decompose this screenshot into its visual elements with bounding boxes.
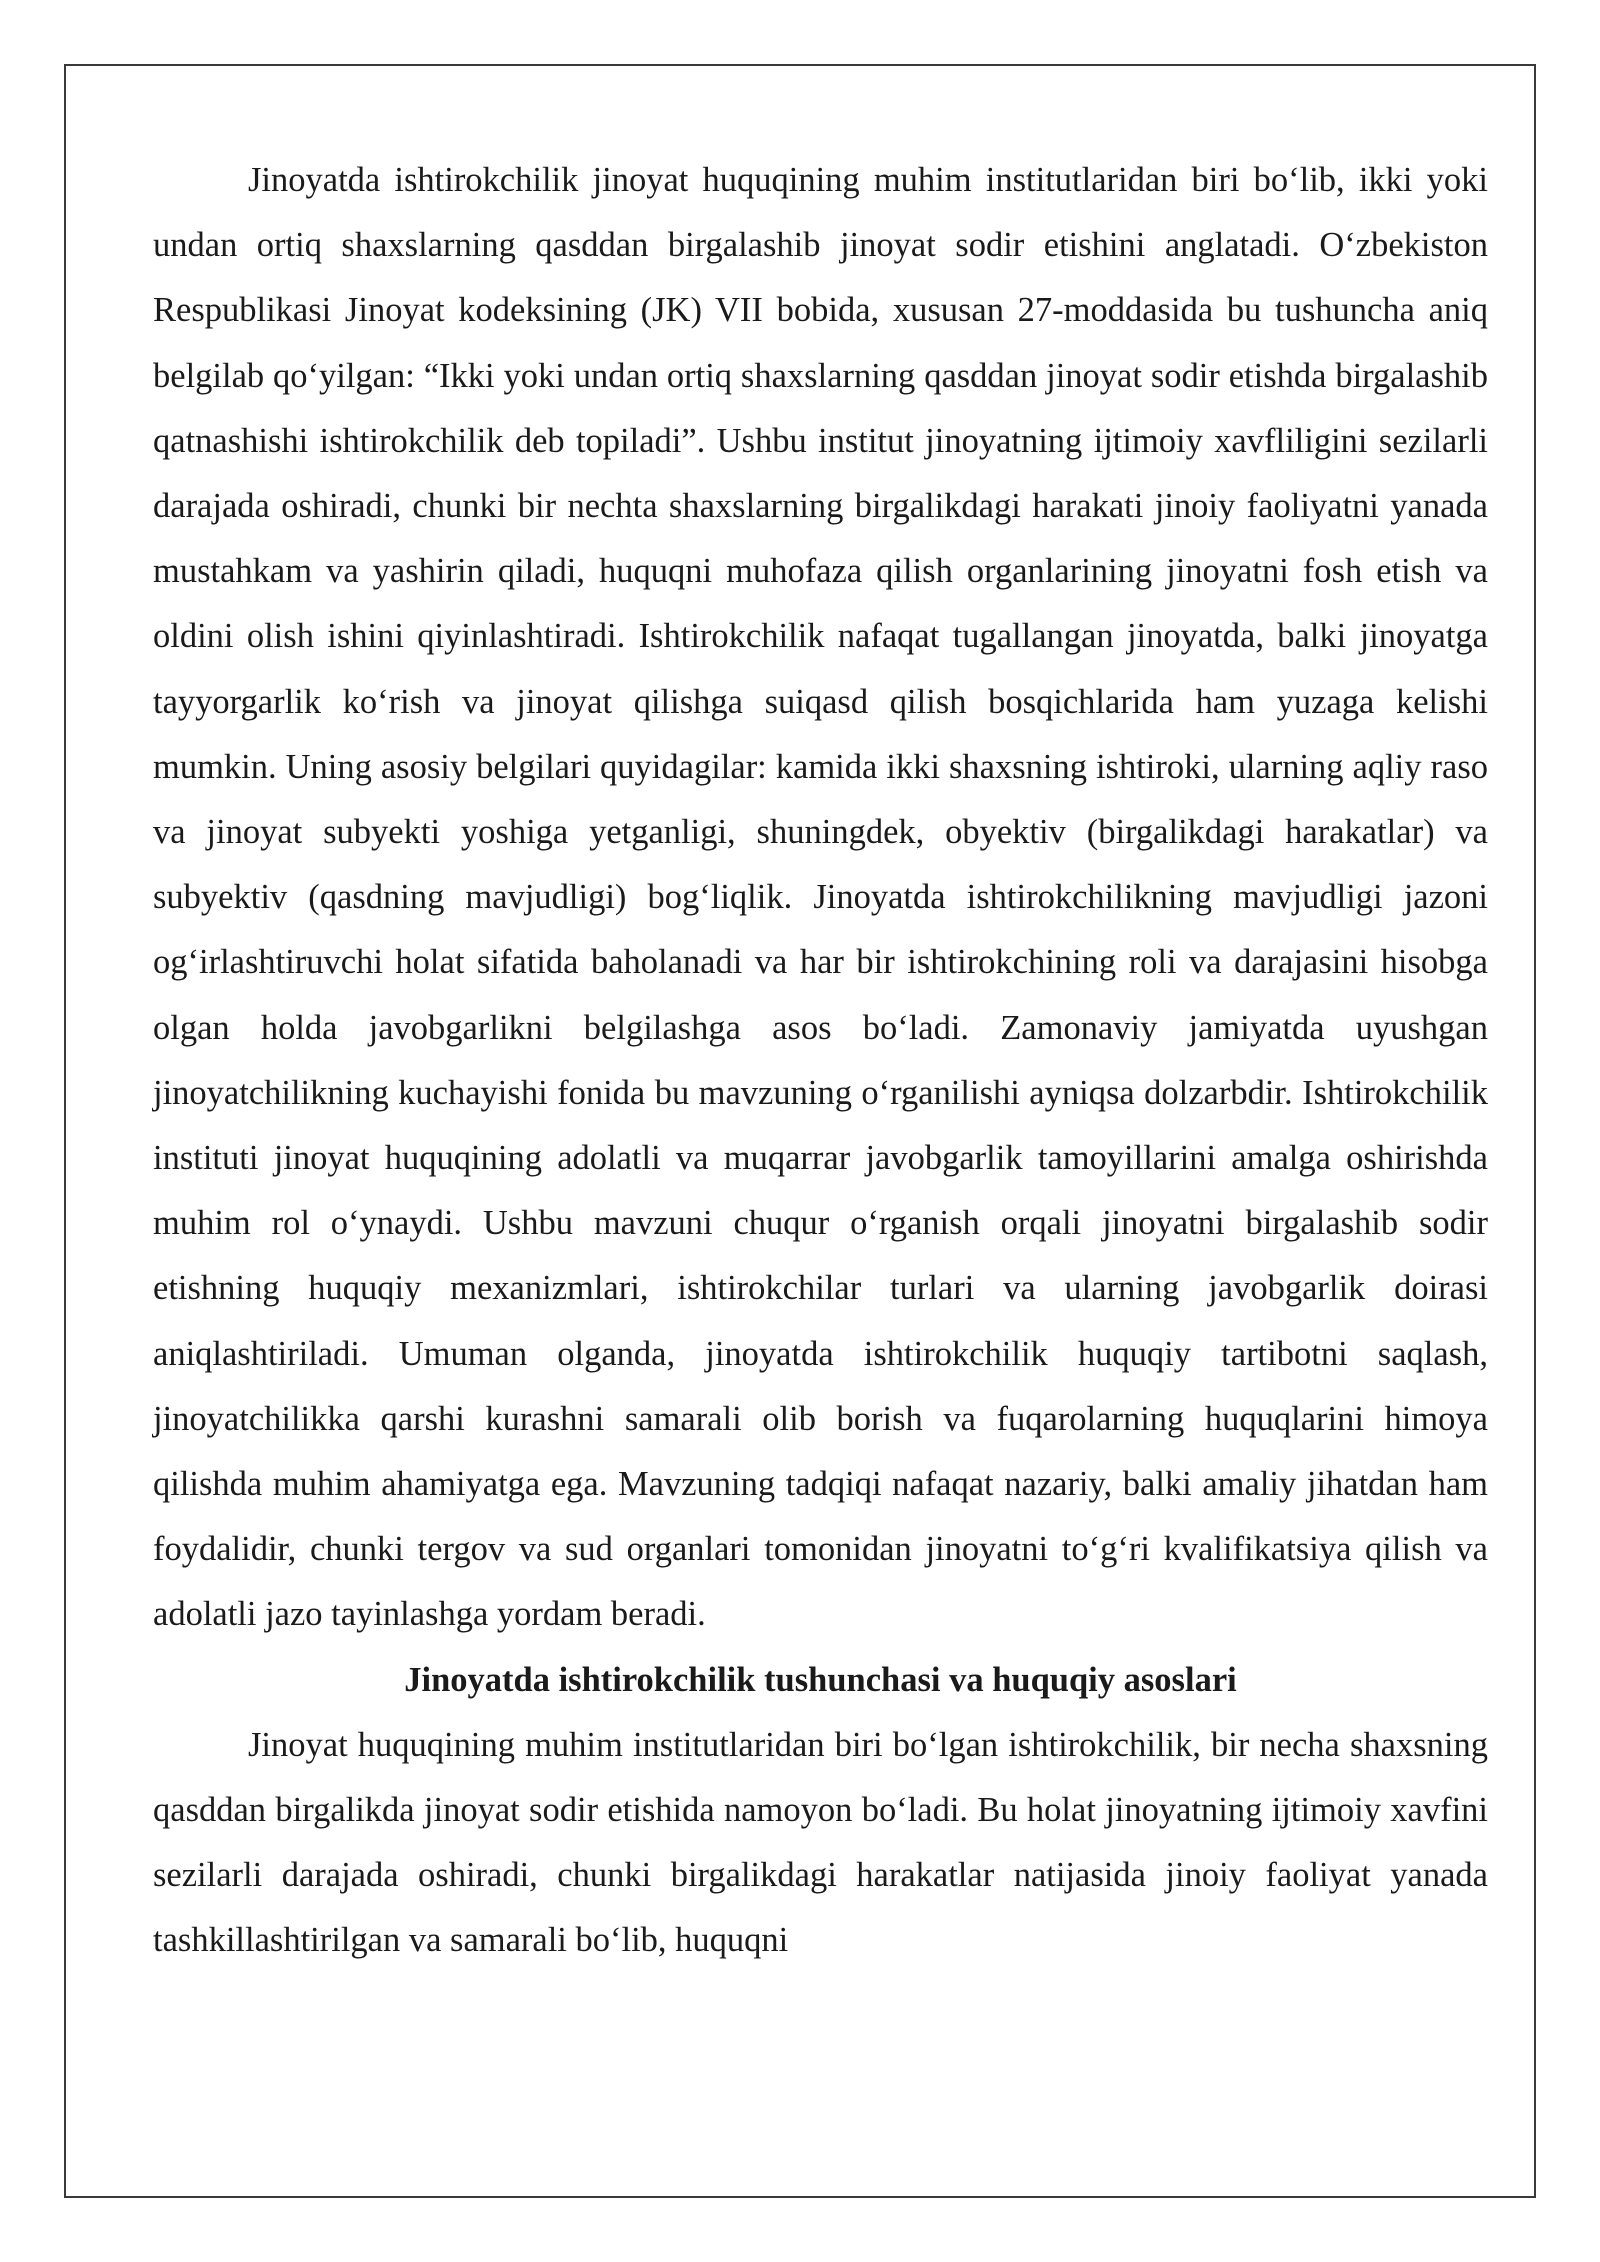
intro-paragraph: Jinoyatda ishtirokchilik jinoyat huquqining muhim institutlaridan biri bo‘lib, ikki yoki undan ortiq shaxslarning qasddan birgalashib jinoyat sodir etishini anglatadi. O‘zbekiston Respublikasi Jinoyat kodeksining (JK) VII bobida, xususan 27-moddasida bu tushuncha aniq belgilab qo‘yilgan: “Ikki yoki undan ortiq shaxslarning qasddan jinoyat sodir etishda birgalashib qatnashishi ishtirokchilik deb topiladi”. Ushbu institut jinoyatning ijtimoiy xavfliligini sezilarli darajada oshiradi, chunki bir nechta shaxslarning birgalikdagi harakati jinoiy faoliyatni yanada mustahkam va yashirin qiladi, huquqni muhofaza qilish organlarining jinoyatni fosh etish va oldini olish ishini qiyinlashtiradi. Ishtirokchilik nafaqat tugallangan jinoyatda, balki jinoyatga tayyorgarlik ko‘rish va jinoyat qilishga suiqasd qilish bosqichlarida ham yuzaga kelishi mumkin. Uning asosiy belgilari quyidagilar: kamida ikki shaxsning ishtiroki, ularning aqliy raso va jinoyat subyekti yoshiga yetganligi, shuningdek, obyektiv (birgalikdagi harakatlar) va subyektiv (qasdning mavjudligi) bog‘liqlik. Jinoyatda ishtirokchilikning mavjudligi jazoni og‘irlashtiruvchi holat sifatida baholanadi va har bir ishtirokchining roli va darajasini hisobga olgan holda javobgarlikni belgilashga asos bo‘ladi. Zamonaviy jamiyatda uyushgan jinoyatchilikning kuchayishi fonida bu mavzuning o‘rganilishi ayniqsa dolzarbdir. Ishtirokchilik instituti jinoyat huquqining adolatli va muqarrar javobgarlik tamoyillarini amalga oshirishda muhim rol o‘ynaydi. Ushbu mavzuni chuqur o‘rganish orqali jinoyatni birgalashib sodir etishning huquqiy mexanizmlari, ishtirokchilar turlari va ularning javobgarlik doirasi aniqlashtiriladi. Umuman olganda, jinoyatda ishtirokchilik huquqiy tartibotni saqlash, jinoyatchilikka qarshi kurashni samarali olib borish va fuqarolarning huquqlarini himoya qilishda muhim ahamiyatga ega. Mavzuning tadqiqi nafaqat nazariy, balki amaliy jihatdan ham foydalidir, chunki tergov va sud organlari tomonidan jinoyatni to‘g‘ri kvalifikatsiya qilish va adolatli jazo tayinlashga yordam beradi. xyxy=(153,161,1488,1634)
section-heading: Jinoyatda ishtirokchilik tushunchasi va huquqiy asoslari xyxy=(404,1660,1237,1699)
section-paragraph: Jinoyat huquqining muhim institutlaridan biri bo‘lgan ishtirokchilik, bir necha shaxsning qasddan birgalikda jinoyat sodir etishida namoyon bo‘ladi. Bu holat jinoyatning ijtimoiy xavfini sezilarli darajada oshiradi, chunki birgalikdagi harakatlar natijasida jinoiy faoliyat yanada tashkillashtirilgan va samarali bo‘lib, huquqni xyxy=(153,1725,1488,1960)
document-body xyxy=(153,148,1488,1974)
